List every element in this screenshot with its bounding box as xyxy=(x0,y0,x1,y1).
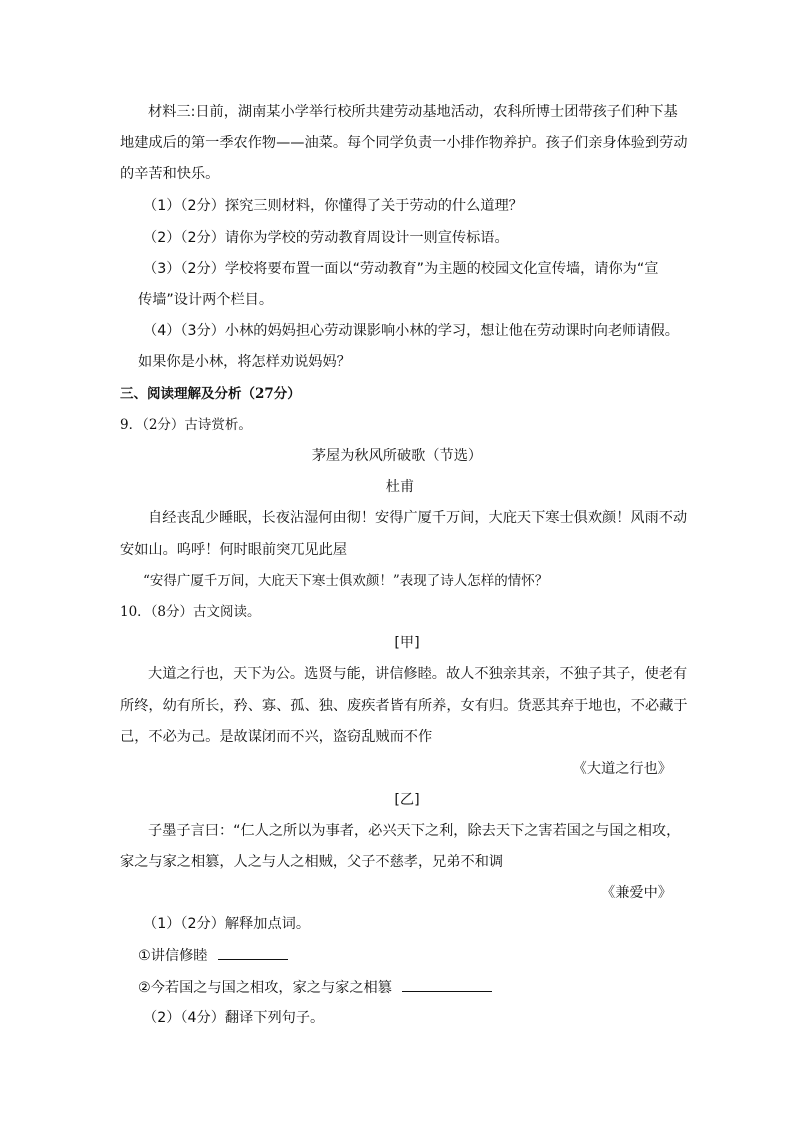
q10-item-1-text: ①讲信修睦 xyxy=(138,948,208,964)
q8-sub-3-cont: 传墙”设计两个栏目。 xyxy=(138,292,274,308)
yi-line-1: 子墨子言曰：“仁人之所以为事者，必兴天下之利，除去天下之害若国之与国之相攻， xyxy=(148,823,681,839)
poem-line-1: 自经丧乱少睡眠，长夜沾湿何由彻！安得广厦千万间，大庇天下寒士俱欢颜！风雨不动 xyxy=(148,510,688,526)
q8-sub-4-cont: 如果你是小林，将怎样劝说妈妈？ xyxy=(138,354,351,370)
passage-yi-label: [乙] xyxy=(394,792,420,808)
material3-line-1: 材料三:日前，湖南某小学举行校所共建劳动基地活动，农科所博士团带孩子们种下基 xyxy=(148,104,678,120)
q8-sub-3: （3）（2分）学校将要布置一面以“劳动教育”为主题的校园文化宣传墙，请你为“宣 xyxy=(143,261,659,277)
passage-jia-label: [甲] xyxy=(394,635,420,651)
q10-sub-1: （1）（2分）解释加点词。 xyxy=(143,916,311,932)
q8-sub-1: （1）（2分）探究三则材料，你懂得了关于劳动的什么道理？ xyxy=(143,198,523,214)
poem-author: 杜甫 xyxy=(385,479,415,495)
q8-sub-4: （4）（3分）小林的妈妈担心劳动课影响小林的学习，想让他在劳动课时向老师请假。 xyxy=(143,323,679,339)
answer-blank-1[interactable] xyxy=(218,945,288,960)
q10-sub-2: （2）（4分）翻译下列句子。 xyxy=(143,1010,325,1026)
q9-stem: 9．（2分）古诗赏析。 xyxy=(120,417,252,433)
q8-sub-2: （2）（2分）请你为学校的劳动教育周设计一则宣传标语。 xyxy=(143,230,509,246)
q10-item-1 xyxy=(138,945,288,966)
jia-line-1: 大道之行也，天下为公。选贤与能，讲信修睦。故人不独亲其亲，不独子其子，使老有 xyxy=(148,666,688,682)
jia-source: 《大道之行也》 xyxy=(572,761,672,777)
yi-source: 《兼爱中》 xyxy=(601,885,672,901)
jia-line-3: 己，不必为己。是故谋闭而不兴，盗窃乱贼而不作 xyxy=(120,729,433,745)
material3-line-2: 地建成后的第一季农作物——油菜。每个同学负责一小排作物养护。孩子们亲身体验到劳动 xyxy=(120,135,688,151)
material3-line-3: 的辛苦和快乐。 xyxy=(120,166,220,182)
jia-line-2: 所终，幼有所长，矜、寡、孤、独、废疾者皆有所养，女有归。货恶其弃于地也，不必藏于 xyxy=(120,698,688,714)
q10-stem: 10．（8分）古文阅读。 xyxy=(120,604,261,620)
q10-item-2 xyxy=(138,977,492,998)
q10-item-2-text: ②今若国之与国之相攻，家之与家之相篡 xyxy=(138,980,392,996)
yi-line-2: 家之与家之相篡，人之与人之相贼，父子不慈孝，兄弟不和调 xyxy=(120,854,504,870)
section-title: 三、阅读理解及分析（27分） xyxy=(120,386,301,402)
poem-line-2: 安如山。呜呼！何时眼前突兀见此屋 xyxy=(120,542,348,558)
q9-question: “安得广厦千万间，大庇天下寒士俱欢颜！”表现了诗人怎样的情怀？ xyxy=(143,573,549,589)
answer-blank-2[interactable] xyxy=(402,977,492,992)
poem-title: 茅屋为秋风所破歌（节选） xyxy=(311,448,483,464)
